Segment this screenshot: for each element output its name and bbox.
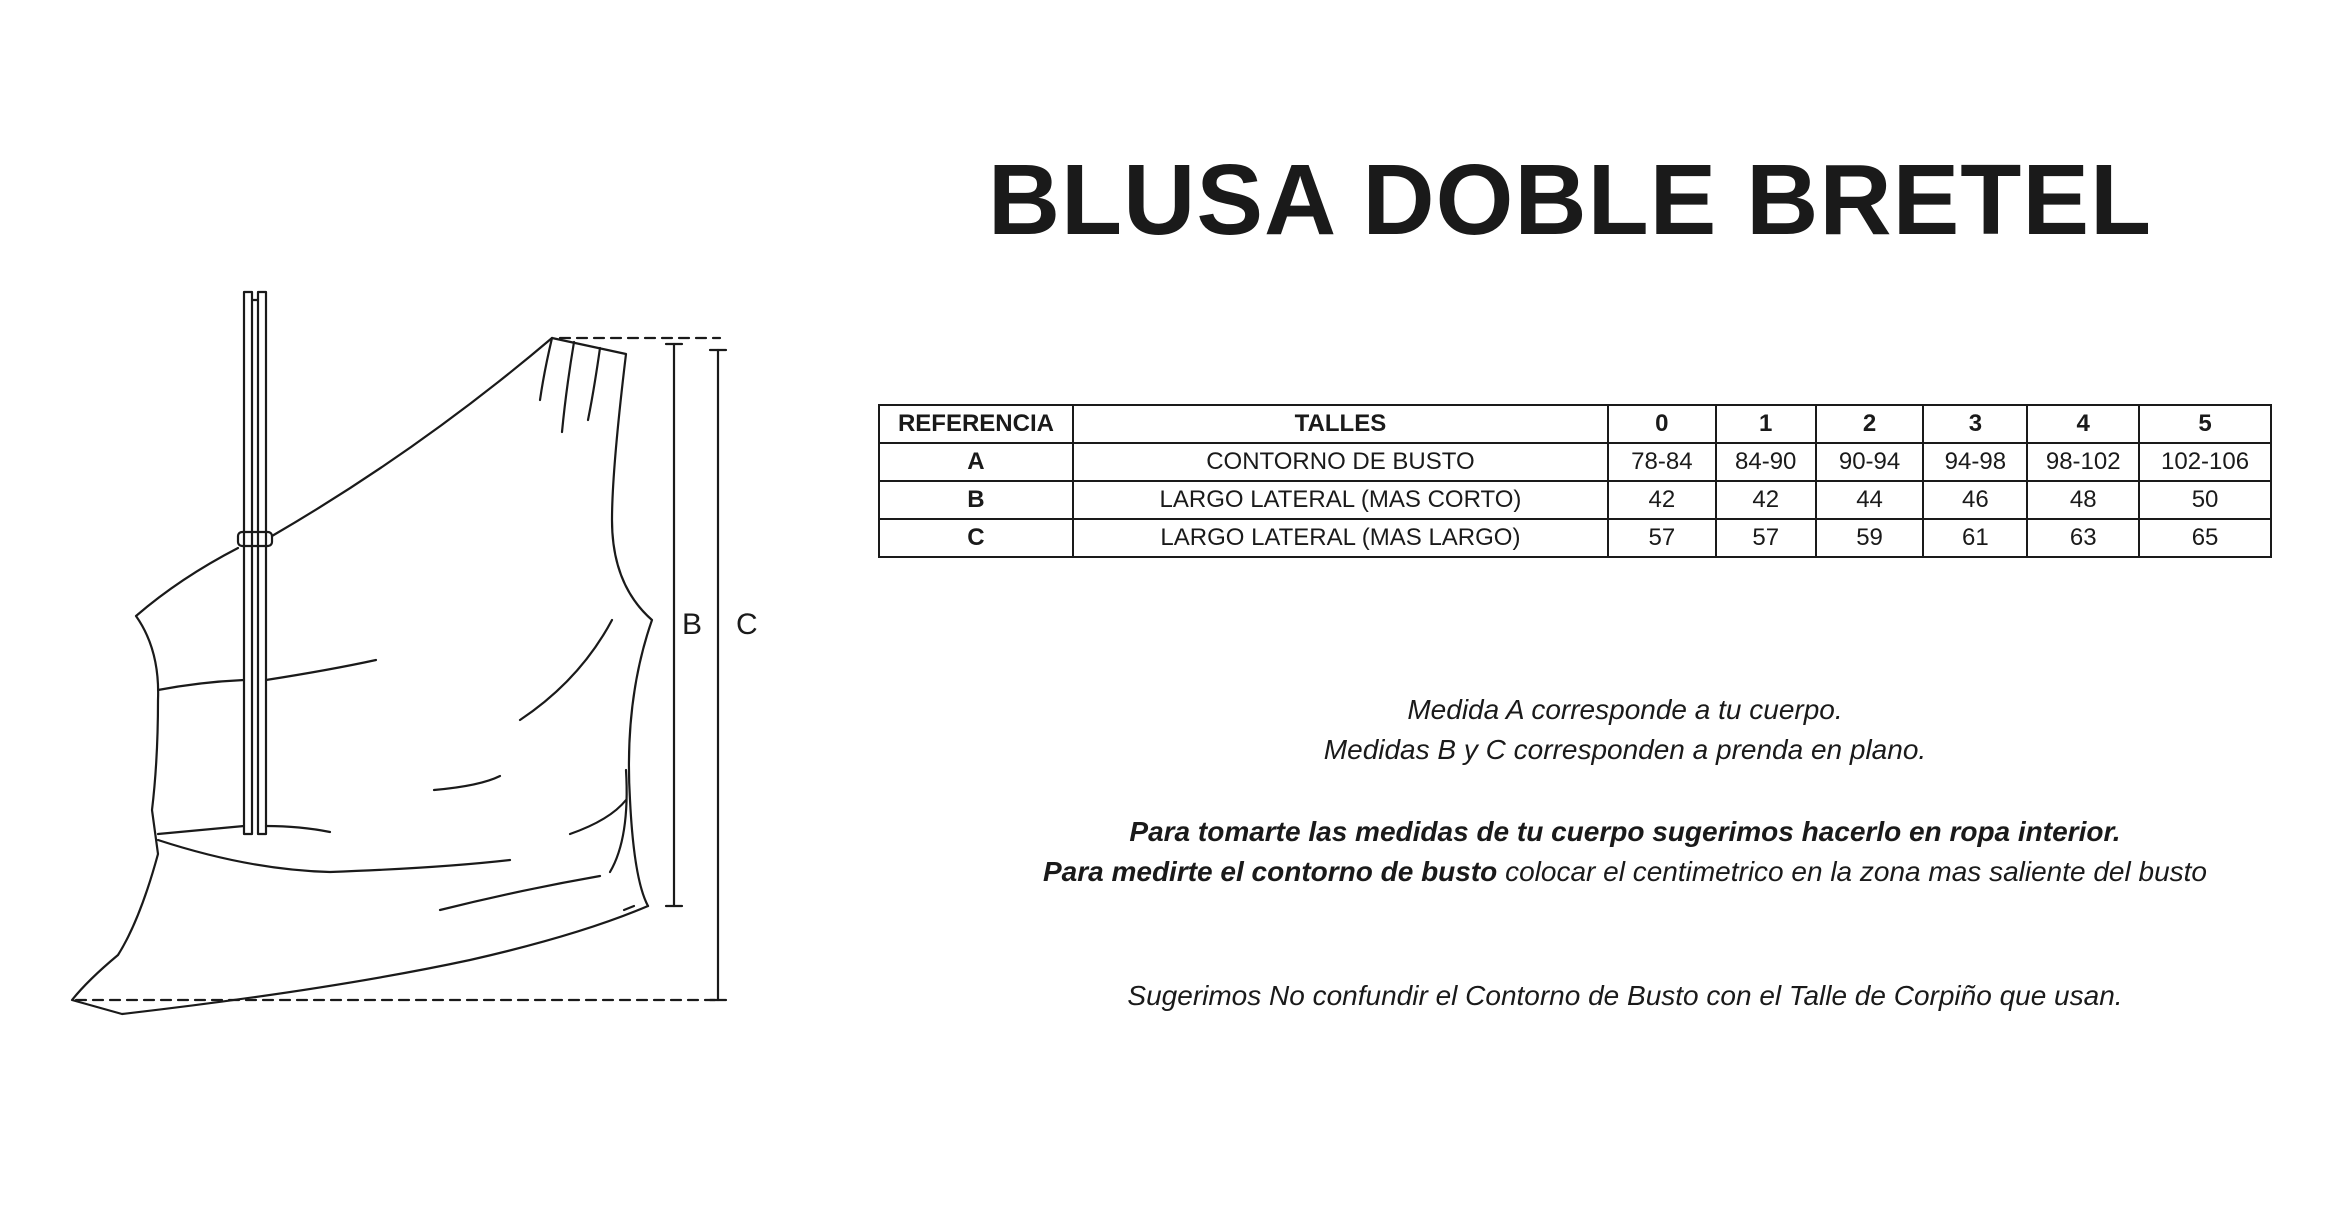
note-line-5: Sugerimos No confundir el Contorno de Busto con el Talle de Corpiño que usan. — [1127, 980, 2123, 1011]
page-title: BLUSA DOBLE BRETEL — [987, 144, 2153, 256]
row-value: 102-106 — [2139, 443, 2271, 481]
header-size-5: 5 — [2139, 405, 2271, 443]
note-line-1: Medida A corresponde a tu cuerpo. — [1407, 694, 1843, 725]
row-value: 57 — [1716, 519, 1816, 557]
row-value: 61 — [1923, 519, 2027, 557]
row-value: 50 — [2139, 481, 2271, 519]
header-size-1: 1 — [1716, 405, 1816, 443]
table-row — [879, 519, 2271, 557]
header-size-3: 3 — [1923, 405, 2027, 443]
note-line-4-bold: Para medirte el contorno de busto — [1042, 856, 1498, 887]
header-size-0: 0 — [1608, 405, 1716, 443]
table-header-row — [879, 405, 2271, 443]
measure-notes — [900, 690, 2344, 770]
size-table — [878, 404, 2272, 558]
row-value: 78-84 — [1608, 443, 1716, 481]
row-value: 59 — [1816, 519, 1924, 557]
measuring-instructions — [900, 812, 2344, 892]
note-line-3: Para tomarte las medidas de tu cuerpo sugerimos hacerlo en ropa interior. — [1129, 816, 2121, 847]
header-size-4: 4 — [2027, 405, 2139, 443]
row-ref: A — [879, 443, 1073, 481]
row-value: 48 — [2027, 481, 2139, 519]
row-value: 42 — [1608, 481, 1716, 519]
row-value: 90-94 — [1816, 443, 1924, 481]
row-value: 98-102 — [2027, 443, 2139, 481]
note-line-4-rest: colocar el centimetrico en la zona mas saliente del busto — [1497, 856, 2208, 887]
row-value: 94-98 — [1923, 443, 2027, 481]
header-talles: TALLES — [1073, 405, 1608, 443]
row-ref: B — [879, 481, 1073, 519]
measure-c-line — [710, 350, 726, 1000]
garment-diagram — [0, 0, 760, 1231]
header-referencia: REFERENCIA — [879, 405, 1073, 443]
header-size-2: 2 — [1816, 405, 1924, 443]
label-c: C — [736, 608, 758, 641]
table-row — [879, 481, 2271, 519]
row-value: 46 — [1923, 481, 2027, 519]
row-value: 42 — [1716, 481, 1816, 519]
measure-b-line — [666, 344, 682, 906]
row-value: 44 — [1816, 481, 1924, 519]
label-b: B — [682, 608, 703, 641]
row-value: 65 — [2139, 519, 2271, 557]
note-line-2: Medidas B y C corresponden a prenda en plano. — [1323, 734, 1927, 765]
row-value: 63 — [2027, 519, 2139, 557]
row-label: LARGO LATERAL (MAS CORTO) — [1073, 481, 1608, 519]
row-value: 57 — [1608, 519, 1716, 557]
row-label: CONTORNO DE BUSTO — [1073, 443, 1608, 481]
blouse-outline-icon — [72, 338, 652, 1014]
table-row — [879, 443, 2271, 481]
row-label: LARGO LATERAL (MAS LARGO) — [1073, 519, 1608, 557]
row-value: 84-90 — [1716, 443, 1816, 481]
bust-warning-note — [900, 976, 2344, 1016]
row-ref: C — [879, 519, 1073, 557]
double-strap-icon — [238, 292, 272, 834]
